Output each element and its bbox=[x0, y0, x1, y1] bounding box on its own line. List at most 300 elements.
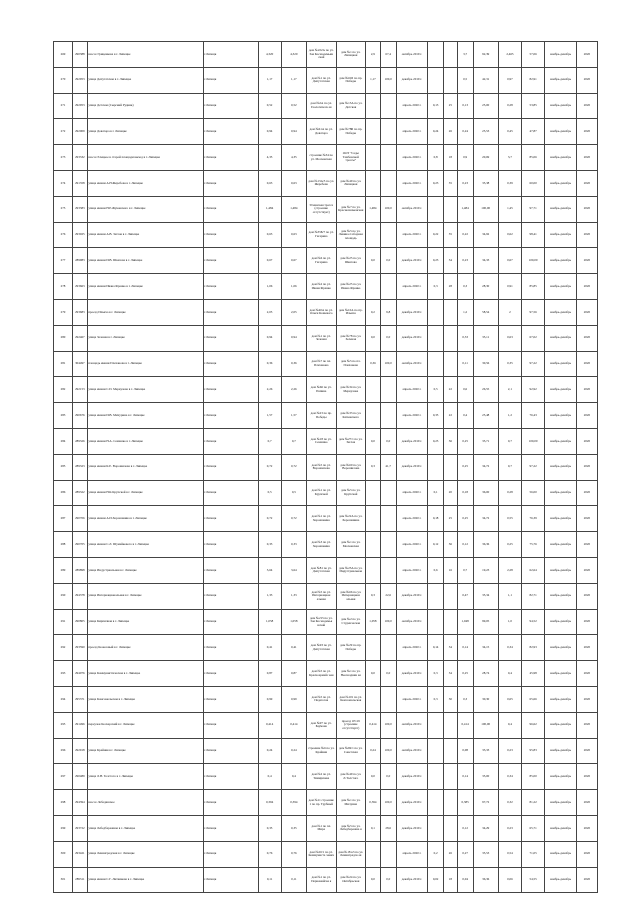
plan-percent: 33,33 bbox=[473, 738, 498, 764]
repaired-length: 0,0 bbox=[366, 248, 381, 274]
row-number: 290 bbox=[54, 583, 73, 609]
length-normative: 0,99 bbox=[281, 686, 306, 712]
work-period: ноябрь-декабрь bbox=[545, 454, 577, 480]
result-length: 0,25 bbox=[498, 532, 521, 558]
length-total: 0,52 bbox=[258, 93, 281, 119]
repaired-length bbox=[366, 119, 381, 145]
city-name: г.Липецк bbox=[203, 506, 258, 532]
length-normative: 0,35 bbox=[281, 815, 306, 841]
length-normative: 0,67 bbox=[281, 248, 306, 274]
inspection-date: апрель 2020 г. bbox=[396, 145, 428, 171]
result-percent: 65,66 bbox=[522, 686, 545, 712]
road-name: улица Комсомольская в г. Липецке bbox=[87, 686, 203, 712]
work-period: ноябрь-декабрь bbox=[545, 67, 577, 93]
work-year: 2020 bbox=[576, 222, 597, 248]
result-percent: 60,00 bbox=[522, 170, 545, 196]
work-year: 2020 bbox=[576, 738, 597, 764]
length-normative: 0,72 bbox=[281, 454, 306, 480]
segment-start: дом №35Б/7 по ул. Гагарина bbox=[306, 222, 336, 248]
road-name: улица Крайняя в г. Липецке bbox=[87, 738, 203, 764]
plan-percent: 35,00 bbox=[473, 764, 498, 790]
work-period: ноябрь-декабрь bbox=[545, 583, 577, 609]
table-row bbox=[54, 764, 598, 790]
segment-end: дом №25 по ул. Ивана Франко bbox=[336, 274, 366, 300]
segment-end: дом №5 по пл. Плеханова bbox=[336, 351, 366, 377]
road-name: шоссе Гриценкова в г. Липецке bbox=[87, 42, 203, 68]
repaired-percent: 0,0 bbox=[380, 428, 396, 454]
inspection-date: апрель 2020 г. bbox=[396, 274, 428, 300]
row-number: 293 bbox=[54, 661, 73, 687]
segment-end: дом №69/1 по ул. Советская bbox=[336, 738, 366, 764]
length-total: 4,320 bbox=[258, 42, 281, 68]
work-period: ноябрь-декабрь bbox=[545, 841, 577, 867]
length-total: 1,33 bbox=[258, 583, 281, 609]
defect-percent: 36 bbox=[444, 428, 458, 454]
row-number: 292 bbox=[54, 635, 73, 661]
work-year: 2020 bbox=[576, 764, 597, 790]
segment-start: дом №5 по ул. Педагогов bbox=[306, 686, 336, 712]
table-row bbox=[54, 67, 598, 93]
work-period: ноябрь-декабрь bbox=[545, 532, 577, 558]
length-total: 0,7 bbox=[258, 428, 281, 454]
defect-length bbox=[428, 712, 444, 738]
work-year: 2020 bbox=[576, 67, 597, 93]
inspection-date: октябрь 2019 г. bbox=[396, 712, 428, 738]
repaired-length: 0,0 bbox=[366, 325, 381, 351]
road-name: улица Лебедбережная в г. Липецке bbox=[87, 815, 203, 841]
inspection-date: октябрь 2019 г. bbox=[396, 738, 428, 764]
plan-percent: 35,38 bbox=[473, 170, 498, 196]
work-period: ноябрь-декабрь bbox=[545, 428, 577, 454]
plan-percent: 36,36 bbox=[473, 532, 498, 558]
inspection-date: апрель 2020 г. bbox=[396, 93, 428, 119]
result-percent: 76,43 bbox=[522, 403, 545, 429]
work-year: 2020 bbox=[576, 867, 597, 893]
segment-end: дом №49 по ул. Липецкая bbox=[336, 170, 366, 196]
work-year: 2020 bbox=[576, 403, 597, 429]
defect-percent bbox=[444, 609, 458, 635]
length-normative: 0,33 bbox=[281, 532, 306, 558]
length-normative: 0,5 bbox=[281, 480, 306, 506]
length-normative: 0,87 bbox=[281, 661, 306, 687]
row-number: 294 bbox=[54, 686, 73, 712]
row-number: 295 bbox=[54, 712, 73, 738]
defect-length: 0,02 bbox=[428, 867, 444, 893]
work-period: ноябрь-декабрь bbox=[545, 325, 577, 351]
result-length: 0,34 bbox=[498, 764, 521, 790]
inspection-date: октябрь 2019 г. bbox=[396, 42, 428, 68]
repaired-percent: 67,4 bbox=[380, 42, 396, 68]
length-normative: 1,06 bbox=[281, 274, 306, 300]
repaired-length bbox=[366, 93, 381, 119]
row-number: 301 bbox=[54, 867, 73, 893]
inspection-date: апрель 2020 г. bbox=[396, 557, 428, 583]
inspection-date: декабрь 2019 г. bbox=[396, 248, 428, 274]
repaired-percent bbox=[380, 145, 396, 171]
length-normative: 0,394 bbox=[281, 790, 306, 816]
segment-end: дом №78 по ул. Зеленая bbox=[336, 325, 366, 351]
length-normative: 0,94 bbox=[281, 325, 306, 351]
length-normative: 0,72 bbox=[281, 506, 306, 532]
inspection-date: октябрь 2019 г. bbox=[396, 609, 428, 635]
plan-length: 0,5 bbox=[457, 67, 473, 93]
segment-start: дом №2 по ул. Тимирязева bbox=[306, 764, 336, 790]
length-total: 1,17 bbox=[258, 67, 281, 93]
length-total: 1,058 bbox=[258, 609, 281, 635]
plan-percent: 58,54 bbox=[473, 299, 498, 325]
work-period: ноябрь-декабрь bbox=[545, 686, 577, 712]
road-code: 292918 bbox=[72, 738, 87, 764]
inspection-date: декабрь 2019 г. bbox=[396, 867, 428, 893]
table-row bbox=[54, 635, 598, 661]
result-percent: 82,91 bbox=[522, 67, 545, 93]
result-percent: 47,87 bbox=[522, 119, 545, 145]
length-total: 0,94 bbox=[258, 325, 281, 351]
segment-start: дом №5 по ул. Ворошилова bbox=[306, 454, 336, 480]
result-length: 1,45 bbox=[498, 196, 521, 222]
result-percent: 57,06 bbox=[522, 42, 545, 68]
table-row bbox=[54, 119, 598, 145]
plan-length: 0,25 bbox=[457, 454, 473, 480]
result-length: 0,54 bbox=[498, 841, 521, 867]
repaired-percent: 100,0 bbox=[380, 196, 396, 222]
repaired-percent bbox=[380, 403, 396, 429]
defect-length bbox=[428, 764, 444, 790]
defect-length bbox=[428, 815, 444, 841]
segment-start: дом №61А по ул. Доватора bbox=[306, 119, 336, 145]
repaired-percent bbox=[380, 170, 396, 196]
length-normative: 0,36 bbox=[281, 351, 306, 377]
work-period: ноябрь-декабрь bbox=[545, 403, 577, 429]
road-name: шоссе Лебедянское bbox=[87, 790, 203, 816]
city-name: г.Липецк bbox=[203, 532, 258, 558]
table-row bbox=[54, 480, 598, 506]
inspection-date: апрель 2020 г. bbox=[396, 377, 428, 403]
road-name: улица имени А.В. Зеглов в г. Липецке bbox=[87, 222, 203, 248]
plan-length: 0,7 bbox=[457, 557, 473, 583]
defect-percent: 26 bbox=[444, 841, 458, 867]
result-length: 0,28 bbox=[498, 480, 521, 506]
table-row bbox=[54, 403, 598, 429]
row-number: 287 bbox=[54, 506, 73, 532]
repaired-percent: 0,0 bbox=[380, 764, 396, 790]
length-normative: 0,11 bbox=[281, 867, 306, 893]
repaired-percent: 100,0 bbox=[380, 351, 396, 377]
segment-start: дом №1 по пл. Мира bbox=[306, 815, 336, 841]
repaired-length: 0,3 bbox=[366, 454, 381, 480]
repaired-length bbox=[366, 841, 381, 867]
inspection-date: апрель 2020 г. bbox=[396, 532, 428, 558]
road-code: 289323 bbox=[72, 454, 87, 480]
result-length: 0,97 bbox=[498, 67, 521, 93]
plan-percent: 35,71 bbox=[473, 428, 498, 454]
inspection-date: апрель 2020 г. bbox=[396, 506, 428, 532]
inspection-date: декабрь 2019 г. bbox=[396, 428, 428, 454]
work-year: 2020 bbox=[576, 609, 597, 635]
repaired-length bbox=[366, 506, 381, 532]
segment-end: дом №101 по ул. Комсомольская bbox=[336, 686, 366, 712]
road-name: улица Доватора в г. Липецке bbox=[87, 119, 203, 145]
table-row bbox=[54, 454, 598, 480]
work-period: ноябрь-декабрь bbox=[545, 42, 577, 68]
road-name: улица имени Н.К.Крупской в г. Липецке bbox=[87, 480, 203, 506]
segment-end: ООТ "Сады Тамбовской трассы" bbox=[336, 145, 366, 171]
plan-percent: 20,69 bbox=[473, 145, 498, 171]
road-name: улица имени Ивана Франко в г. Липецке bbox=[87, 274, 203, 300]
work-year: 2020 bbox=[576, 583, 597, 609]
result-percent: 92,92 bbox=[522, 377, 545, 403]
defect-length: 0,8 bbox=[428, 145, 444, 171]
work-year: 2020 bbox=[576, 196, 597, 222]
segment-end: дом №23А по ул. Индустриальная bbox=[336, 557, 366, 583]
repaired-percent: 22,6 bbox=[380, 583, 396, 609]
plan-length: 0,14 bbox=[457, 635, 473, 661]
row-number: 296 bbox=[54, 738, 73, 764]
length-total: 0,63 bbox=[258, 222, 281, 248]
result-percent: 100,00 bbox=[522, 248, 545, 274]
plan-percent: 35,34 bbox=[473, 583, 498, 609]
defect-percent bbox=[444, 583, 458, 609]
work-period: ноябрь-декабрь bbox=[545, 248, 577, 274]
repaired-percent: 0,0 bbox=[380, 325, 396, 351]
road-code: 290705 bbox=[72, 532, 87, 558]
work-year: 2020 bbox=[576, 145, 597, 171]
length-total: 2,05 bbox=[258, 299, 281, 325]
plan-percent: 25,00 bbox=[473, 93, 498, 119]
road-code: 293590 bbox=[72, 635, 87, 661]
defect-percent bbox=[444, 299, 458, 325]
row-number: 291 bbox=[54, 609, 73, 635]
road-name: улица Индустриальная в г. Липецке bbox=[87, 557, 203, 583]
table-row bbox=[54, 532, 598, 558]
plan-length: 0,23 bbox=[457, 248, 473, 274]
repaired-length: 0,36 bbox=[366, 351, 381, 377]
city-name: г.Липецк bbox=[203, 790, 258, 816]
defect-percent bbox=[444, 196, 458, 222]
segment-start: дом №1 по ул. Крупской bbox=[306, 480, 336, 506]
result-length: 1,0 bbox=[498, 609, 521, 635]
inspection-date: декабрь 2019 г. bbox=[396, 67, 428, 93]
row-number: 272 bbox=[54, 119, 73, 145]
work-period: ноябрь-декабрь bbox=[545, 274, 577, 300]
table-row bbox=[54, 557, 598, 583]
work-period: ноябрь-декабрь bbox=[545, 377, 577, 403]
inspection-date: апрель 2020 г. bbox=[396, 403, 428, 429]
length-normative: 1,17 bbox=[281, 67, 306, 93]
inspection-date: апрель 2020 г. bbox=[396, 841, 428, 867]
work-year: 2020 bbox=[576, 119, 597, 145]
repaired-length: 0,0 bbox=[366, 867, 381, 893]
defect-percent: 25 bbox=[444, 506, 458, 532]
result-percent: 71,05 bbox=[522, 841, 545, 867]
repaired-length bbox=[366, 274, 381, 300]
city-name: г.Липецк bbox=[203, 764, 258, 790]
defect-length: 0,12 bbox=[428, 532, 444, 558]
work-year: 2020 bbox=[576, 325, 597, 351]
defect-percent: 30 bbox=[444, 686, 458, 712]
work-year: 2020 bbox=[576, 170, 597, 196]
length-total: 0,36 bbox=[258, 351, 281, 377]
segment-end: дом №1 по ул. Московская bbox=[336, 532, 366, 558]
road-code: 295371 bbox=[72, 686, 87, 712]
row-number: 276 bbox=[54, 222, 73, 248]
inspection-date: апрель 2020 г. bbox=[396, 635, 428, 661]
work-year: 2020 bbox=[576, 712, 597, 738]
work-period: ноябрь-декабрь bbox=[545, 815, 577, 841]
segment-start: дом №40А по ул. Ольги Кошевого bbox=[306, 299, 336, 325]
work-year: 2020 bbox=[576, 42, 597, 68]
segment-end: дом №1 по ул. Мичуина bbox=[336, 790, 366, 816]
result-length: 2,1 bbox=[498, 377, 521, 403]
city-name: г.Липецк bbox=[203, 815, 258, 841]
row-number: 279 bbox=[54, 299, 73, 325]
segment-start: дом №1 по ул. Первомайска я bbox=[306, 867, 336, 893]
work-year: 2020 bbox=[576, 635, 597, 661]
inspection-date: апрель 2020 г. bbox=[396, 222, 428, 248]
inspection-date: апрель 2020 г. bbox=[396, 686, 428, 712]
work-year: 2020 bbox=[576, 557, 597, 583]
defect-percent: 20 bbox=[444, 480, 458, 506]
segment-start: дом №2А по ул. Геологическ ая bbox=[306, 93, 336, 119]
work-period: ноябрь-декабрь bbox=[545, 93, 577, 119]
segment-start: дом №66 по ул. Папина bbox=[306, 377, 336, 403]
repaired-percent bbox=[380, 506, 396, 532]
plan-length: 0,11 bbox=[457, 351, 473, 377]
segment-start: дом №5 по ул. Интернацион альная bbox=[306, 583, 336, 609]
city-name: г.Липецк bbox=[203, 93, 258, 119]
result-percent: 54,55 bbox=[522, 867, 545, 893]
result-percent: 100,00 bbox=[522, 428, 545, 454]
road-code: 294378 bbox=[72, 583, 87, 609]
row-number: 282 bbox=[54, 377, 73, 403]
repaired-percent bbox=[380, 635, 396, 661]
row-number: 270 bbox=[54, 67, 73, 93]
repaired-percent bbox=[380, 557, 396, 583]
result-length: 3,7 bbox=[498, 145, 521, 171]
repaired-percent: 100,0 bbox=[380, 790, 396, 816]
length-total: 0,99 bbox=[258, 686, 281, 712]
length-total: 1,06 bbox=[258, 274, 281, 300]
defect-percent: 35 bbox=[444, 222, 458, 248]
plan-percent: 34,29 bbox=[473, 815, 498, 841]
length-total: 0,67 bbox=[258, 248, 281, 274]
road-code: 294076 bbox=[72, 661, 87, 687]
city-name: г.Липецк bbox=[203, 428, 258, 454]
road-name: улица Кирпичная в г. Липецке bbox=[87, 609, 203, 635]
result-percent: 65,71 bbox=[522, 815, 545, 841]
length-total: 0,35 bbox=[258, 815, 281, 841]
length-normative: 1,57 bbox=[281, 403, 306, 429]
repaired-length: 1,484 bbox=[366, 196, 381, 222]
road-name: улица имени С.П. Меркулова в г. Липецке bbox=[87, 377, 203, 403]
segment-end: дом №5 по ул. Левина-Соборная площадь bbox=[336, 222, 366, 248]
road-name: улица Детская (Сырский Рудник) bbox=[87, 93, 203, 119]
repaired-percent: 41,7 bbox=[380, 454, 396, 480]
result-percent: 76,39 bbox=[522, 506, 545, 532]
defect-length: 0,13 bbox=[428, 93, 444, 119]
length-normative: 4,320 bbox=[281, 42, 306, 68]
plan-length: 3,7 bbox=[457, 42, 473, 68]
defect-length: 0,35 bbox=[428, 403, 444, 429]
table-row bbox=[54, 867, 598, 893]
result-length: 0,55 bbox=[498, 506, 521, 532]
road-code: 290706 bbox=[72, 506, 87, 532]
segment-end: дом №2 по ул. Студенческая bbox=[336, 609, 366, 635]
road-name: улица имени А.И.Хорошавина в г. Липецке bbox=[87, 506, 203, 532]
result-length: 0,91 bbox=[498, 274, 521, 300]
result-percent: 82,71 bbox=[522, 583, 545, 609]
segment-start: дом №93 по ул. Депутатская bbox=[306, 635, 336, 661]
result-length: 0,32 bbox=[498, 790, 521, 816]
work-year: 2020 bbox=[576, 351, 597, 377]
result-length: 2,28 bbox=[498, 557, 521, 583]
city-name: г.Липецк bbox=[203, 609, 258, 635]
length-total: 0,24 bbox=[258, 738, 281, 764]
repaired-length bbox=[366, 635, 381, 661]
plan-percent: 28,30 bbox=[473, 274, 498, 300]
length-total: 0,72 bbox=[258, 454, 281, 480]
length-normative: 0,41 bbox=[281, 635, 306, 661]
work-year: 2020 bbox=[576, 93, 597, 119]
city-name: г.Липецк bbox=[203, 557, 258, 583]
inspection-date: декабрь 2019 г. bbox=[396, 583, 428, 609]
repaired-length: 0,0 bbox=[366, 661, 381, 687]
work-period: ноябрь-декабрь bbox=[545, 506, 577, 532]
city-name: г.Липецк bbox=[203, 299, 258, 325]
result-length: 2 bbox=[498, 299, 521, 325]
result-length: 0,39 bbox=[498, 170, 521, 196]
repaired-percent: 0,0 bbox=[380, 248, 396, 274]
table-row bbox=[54, 248, 598, 274]
length-normative: 0,76 bbox=[281, 841, 306, 867]
segment-end: дом №10А по пр. Ильича bbox=[336, 299, 366, 325]
work-year: 2020 bbox=[576, 248, 597, 274]
row-number: 299 bbox=[54, 815, 73, 841]
road-code: 293722 bbox=[72, 815, 87, 841]
defect-length bbox=[428, 790, 444, 816]
segment-end: дом №24 по ул. Октябрьская bbox=[336, 867, 366, 893]
defect-length bbox=[428, 583, 444, 609]
work-year: 2020 bbox=[576, 274, 597, 300]
inspection-date: декабрь 2019 г. bbox=[396, 454, 428, 480]
table-row bbox=[54, 428, 598, 454]
inspection-date: апрель 2020 г. bbox=[396, 170, 428, 196]
row-number: 298 bbox=[54, 790, 73, 816]
result-length: 2,465 bbox=[498, 42, 521, 68]
plan-length: 0,27 bbox=[457, 841, 473, 867]
segment-start: дом №97 по ул. Баумана bbox=[306, 712, 336, 738]
length-normative: 2,26 bbox=[281, 377, 306, 403]
segment-end: дом №13А по ул. Детская bbox=[336, 93, 366, 119]
defect-length: 0,22 bbox=[428, 222, 444, 248]
segment-end: дом №18 к3 по ул. Ленинградск ая bbox=[336, 841, 366, 867]
road-name: проезд Кооксовый в г. Липецке bbox=[87, 635, 203, 661]
inspection-date: апрель 2020 г. bbox=[396, 119, 428, 145]
road-code: 290676 bbox=[72, 403, 87, 429]
length-normative: 0,94 bbox=[281, 119, 306, 145]
work-period: ноябрь-декабрь bbox=[545, 119, 577, 145]
repaired-length bbox=[366, 686, 381, 712]
road-name: улица Ленинградская в г. Липецке bbox=[87, 841, 203, 867]
plan-percent: 34,33 bbox=[473, 248, 498, 274]
segment-start: дом №81 по ул. Депутатская bbox=[306, 557, 336, 583]
road-name: улица Л.Н. Толстого в г. Липецке bbox=[87, 764, 203, 790]
table-row bbox=[54, 325, 598, 351]
row-number: 297 bbox=[54, 764, 73, 790]
inspection-date: декабрь 2019 г. bbox=[396, 299, 428, 325]
row-number: 275 bbox=[54, 196, 73, 222]
row-number: 280 bbox=[54, 325, 73, 351]
